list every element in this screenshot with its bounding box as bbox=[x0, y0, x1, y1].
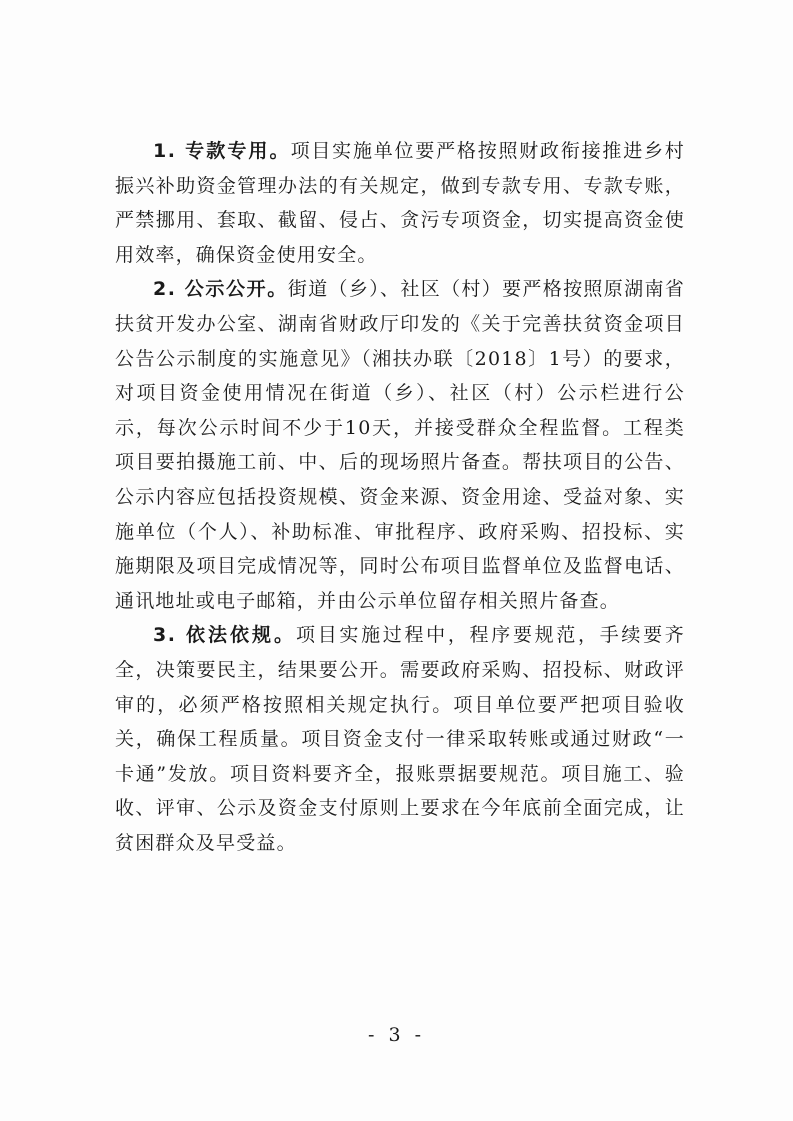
heading-special-funds: 1. 专款专用。 bbox=[153, 140, 291, 162]
paragraph-text: 街道（乡）、社区（村）要严格按照原湖南省扶贫开发办公室、湖南省财政厅印发的《关于完善扶贫资金项目公告公示制度的实施意见》（湘扶办联〔2018〕1号）的要求，对项目资金使用情况在街道（乡）、社区（村）公示栏进行公示，每次公示时间不少于10天，并接受群众全程监督。工程类项目要拍摄施工前、中、后的现场照片备查。帮扶项目的公告、公示内容应包括投资规模、资金来源、资金用途、受益对象、实施单位（个人）、补助标准、审批程序、政府采购、招投标、实施期限及项目完成情况等，同时公布项目监督单位及监督电话、通讯地址或电子邮箱，并由公示单位留存相关照片备查。 bbox=[115, 278, 685, 612]
paragraph-special-funds bbox=[115, 134, 685, 272]
paragraph-public-disclosure bbox=[115, 272, 685, 618]
paragraph-text: 项目实施单位要严格按照财政衔接推进乡村振兴补助资金管理办法的有关规定，做到专款专用、专款专账，严禁挪用、套取、截留、侵占、贪污专项资金，切实提高资金使用效率，确保资金使用安全。 bbox=[115, 140, 685, 266]
paragraph-text: 项目实施过程中，程序要规范，手续要齐全，决策要民主，结果要公开。需要政府采购、招投标、财政评审的，必须严格按照相关规定执行。项目单位要严把项目验收关，确保工程质量。项目资金支付一律采取转账或通过财政“一卡通”发放。项目资料要齐全，报账票据要规范。项目施工、验收、评审、公示及资金支付原则上要求在今年底前全面完成，让贫困群众及早受益。 bbox=[115, 624, 685, 854]
page-number: - 3 - bbox=[367, 1024, 425, 1046]
document-body bbox=[115, 134, 685, 860]
paragraph-legal-compliance bbox=[115, 618, 685, 860]
heading-public-disclosure: 2. 公示公开。 bbox=[153, 278, 288, 301]
heading-legal-compliance: 3. 依法依规。 bbox=[153, 624, 297, 647]
